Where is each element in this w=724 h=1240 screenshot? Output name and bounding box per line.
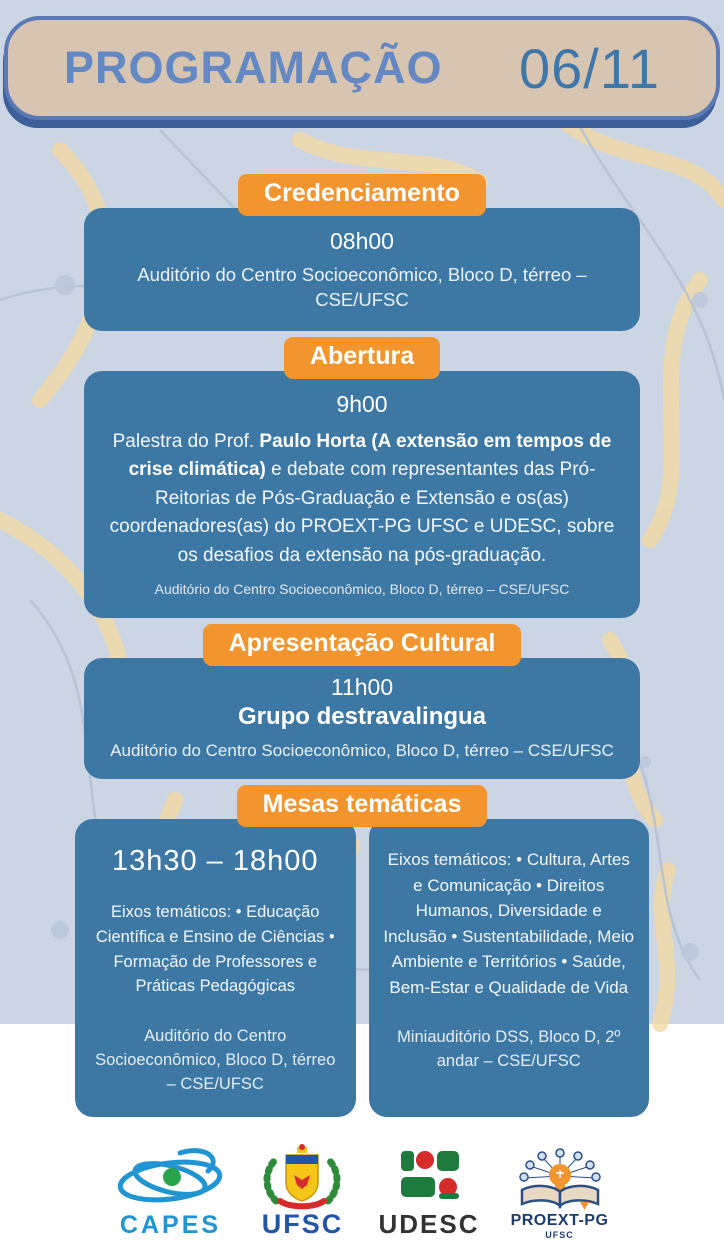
udesc-logo <box>378 1149 479 1240</box>
event-location: Auditório do Centro Socioeconômico, Bloco D, térreo – CSE/UFSC <box>95 1027 336 1093</box>
proext-pg-logo-sublabel: UFSC <box>545 1229 574 1240</box>
ufsc-logo-icon <box>256 1145 348 1209</box>
section-badge-apresentacao-cultural: Apresentação Cultural <box>203 624 522 666</box>
mesas-columns <box>75 819 649 1117</box>
header-date: 06/11 <box>519 36 660 100</box>
section-mesas-tematicas <box>0 785 724 1117</box>
capes-logo <box>114 1147 226 1240</box>
section-badge-credenciamento: Credenciamento <box>238 174 486 216</box>
section-apresentacao-cultural <box>0 624 724 779</box>
section-badge-mesas-tematicas: Mesas temáticas <box>237 785 488 827</box>
mesas-right-panel <box>369 819 650 1117</box>
section-badge-abertura: Abertura <box>284 337 440 379</box>
event-group-name: Grupo destravalingua <box>237 703 487 731</box>
description-speaker: Paulo Horta (A extensão em tempos de crise climática) <box>128 430 612 481</box>
udesc-logo-label: UDESC <box>378 1208 480 1239</box>
mesas-left-panel <box>75 819 356 1117</box>
thematic-axes: Eixos temáticos: • Educação Científica e Ensino de Ciências • Formação de Professores e Práticas Pedagógicas <box>95 903 335 996</box>
event-location: Miniauditório DSS, Bloco D, 2º andar – CSE/UFSC <box>397 1028 621 1070</box>
event-time: 11h00 <box>330 674 394 701</box>
capes-logo-label: CAPES <box>119 1210 222 1239</box>
header <box>4 16 720 120</box>
capes-logo-icon <box>114 1147 226 1209</box>
credenciamento-panel <box>84 208 640 331</box>
description-suffix: e debate com representantes das Pró-Reitorias de Pós-Graduação e Extensão e os(as) coordenadores(as) do PROEXT-PG UFSC e UDESC, sobre os desafios da extensão na pós-graduação. <box>109 459 615 566</box>
page-title: PROGRAMAÇÃO <box>64 42 443 93</box>
event-time-range: 13h30 – 18h00 <box>111 845 319 878</box>
event-time: 9h00 <box>336 390 388 417</box>
ufsc-logo-label: UFSC <box>261 1208 344 1239</box>
description-prefix: Palestra do Prof. <box>112 430 260 452</box>
udesc-logo-icon <box>387 1149 471 1205</box>
proext-pg-logo-icon <box>510 1146 610 1210</box>
event-description <box>108 428 616 571</box>
proext-pg-logo <box>510 1146 610 1240</box>
abertura-panel <box>84 371 640 618</box>
section-credenciamento <box>0 174 724 331</box>
event-location: Auditório do Centro Socioeconômico, Bloco D, térreo – CSE/UFSC <box>154 581 570 598</box>
apresentacao-panel <box>84 658 640 779</box>
thematic-axes: Eixos temáticos: • Cultura, Artes e Comunicação • Direitos Humanos, Diversidade e Inclusão • Sustentabilidade, Meio Ambiente e Territórios • Saúde, Bem-Estar e Qualidade de Vida <box>383 850 635 997</box>
ufsc-logo <box>256 1145 348 1240</box>
footer-logos <box>114 1145 609 1240</box>
event-location: Auditório do Centro Socioeconômico, Bloco D, térreo – CSE/UFSC <box>110 741 614 761</box>
section-abertura <box>0 337 724 618</box>
event-location: Auditório do Centro Socioeconômico, Bloco D, térreo – CSE/UFSC <box>137 264 587 310</box>
proext-pg-logo-label: PROEXT-PG <box>510 1211 609 1229</box>
event-time: 08h00 <box>330 228 394 254</box>
